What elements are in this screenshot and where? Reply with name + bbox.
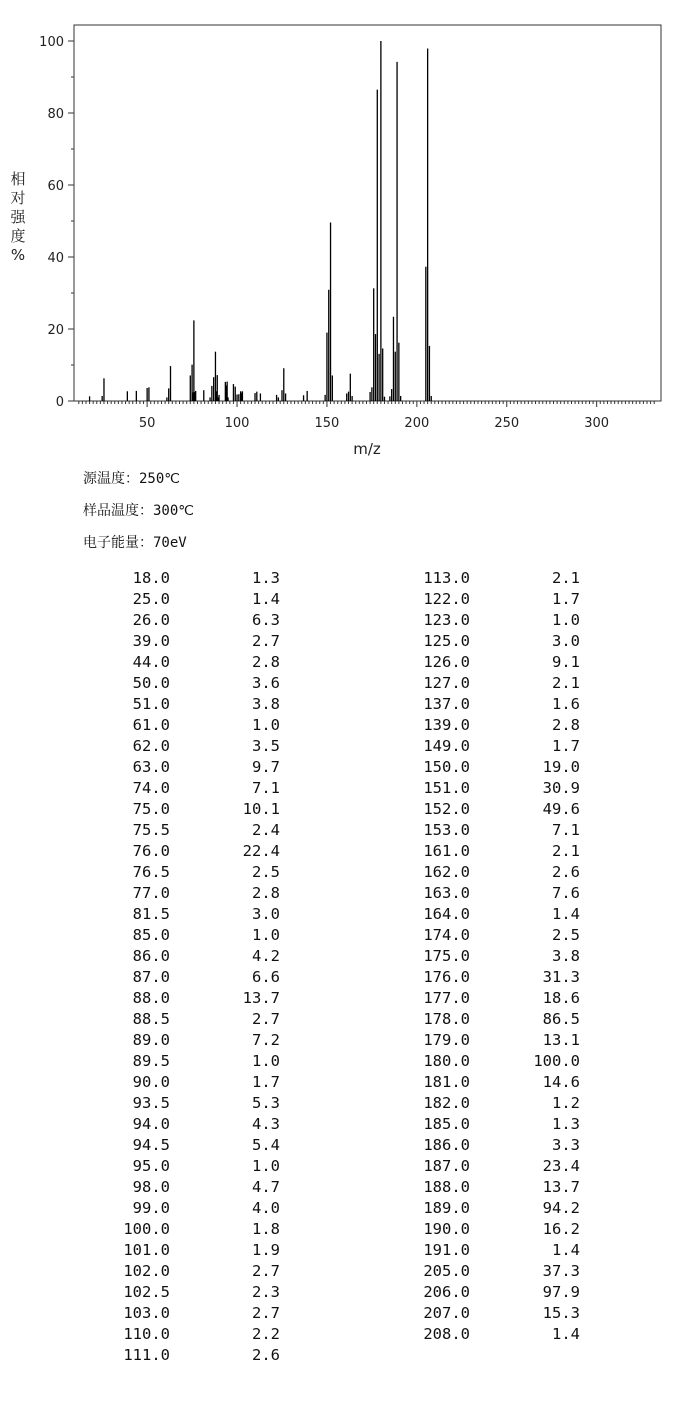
peak-row: [390, 862, 590, 883]
peak-abundance: 100.0: [533, 1052, 580, 1070]
peak-row: [390, 1156, 590, 1177]
peak-row: [90, 589, 290, 610]
x-axis-ticks: [79, 401, 654, 431]
peak-abundance: 2.7: [252, 1304, 280, 1322]
peak-abundance: 49.6: [542, 800, 580, 818]
peak-mz: 191.0: [423, 1241, 470, 1259]
y-axis-title-char: 对: [10, 189, 26, 207]
peak-row: [90, 883, 290, 904]
peak-mz: 176.0: [423, 968, 470, 986]
peak-row: [90, 841, 290, 862]
peak-row: [90, 610, 290, 631]
peak-mz: 61.0: [132, 716, 170, 734]
peak-row: [90, 757, 290, 778]
peak-mz: 94.5: [132, 1136, 170, 1154]
peak-row: [390, 715, 590, 736]
peak-abundance: 2.8: [252, 653, 280, 671]
peak-abundance: 15.3: [542, 1304, 580, 1322]
peak-abundance: 1.3: [552, 1115, 580, 1133]
peak-abundance: 2.2: [252, 1325, 280, 1343]
y-tick-label: 80: [47, 107, 64, 122]
peak-mz: 152.0: [423, 800, 470, 818]
peak-abundance: 94.2: [542, 1199, 580, 1217]
peak-row: [390, 778, 590, 799]
peak-mz: 111.0: [123, 1346, 170, 1364]
peak-mz: 95.0: [132, 1157, 170, 1175]
peak-abundance: 22.4: [242, 842, 280, 860]
peak-abundance: 1.7: [552, 590, 580, 608]
peak-row: [390, 799, 590, 820]
sample-temperature-label: 样品温度：: [83, 503, 153, 519]
peak-row: [90, 925, 290, 946]
peak-row: [390, 841, 590, 862]
peak-abundance: 9.7: [252, 758, 280, 776]
peak-row: [90, 694, 290, 715]
peak-row: [90, 715, 290, 736]
peak-abundance: 1.2: [552, 1094, 580, 1112]
peak-mz: 51.0: [132, 695, 170, 713]
peak-abundance: 31.3: [542, 968, 580, 986]
peak-mz: 207.0: [423, 1304, 470, 1322]
peak-mz: 25.0: [132, 590, 170, 608]
peak-row: [90, 778, 290, 799]
x-axis-title: m/z: [353, 440, 381, 458]
peak-mz: 44.0: [132, 653, 170, 671]
peak-abundance: 1.0: [252, 716, 280, 734]
peak-mz: 150.0: [423, 758, 470, 776]
peak-row: [90, 1282, 290, 1303]
electron-energy-value: 70eV: [153, 535, 187, 551]
peak-abundance: 7.6: [552, 884, 580, 902]
peak-abundance: 3.8: [552, 947, 580, 965]
spectrum-bars: [90, 41, 432, 401]
peak-abundance: 23.4: [542, 1157, 580, 1175]
peak-abundance: 6.6: [252, 968, 280, 986]
peak-row: [390, 1219, 590, 1240]
peak-row: [90, 1261, 290, 1282]
peak-mz: 190.0: [423, 1220, 470, 1238]
peak-mz: 85.0: [132, 926, 170, 944]
peak-row: [90, 1198, 290, 1219]
peak-row: [90, 1072, 290, 1093]
peak-row: [90, 1051, 290, 1072]
peak-mz: 182.0: [423, 1094, 470, 1112]
peak-mz: 126.0: [423, 653, 470, 671]
plot-frame: [74, 25, 661, 401]
peak-row: [90, 1114, 290, 1135]
peak-row: [90, 736, 290, 757]
peak-abundance: 6.3: [252, 611, 280, 629]
peak-row: [90, 631, 290, 652]
peak-abundance: 37.3: [542, 1262, 580, 1280]
peak-row: [390, 1324, 590, 1345]
peak-row: [390, 589, 590, 610]
peak-abundance: 13.1: [542, 1031, 580, 1049]
peak-mz: 139.0: [423, 716, 470, 734]
peak-table-right: [390, 568, 590, 1345]
peak-abundance: 2.6: [552, 863, 580, 881]
peak-row: [390, 988, 590, 1009]
peak-row: [90, 1219, 290, 1240]
peak-abundance: 3.0: [552, 632, 580, 650]
peak-abundance: 16.2: [542, 1220, 580, 1238]
peak-abundance: 5.4: [252, 1136, 280, 1154]
peak-row: [90, 988, 290, 1009]
peak-mz: 100.0: [123, 1220, 170, 1238]
peak-abundance: 2.3: [252, 1283, 280, 1301]
peak-mz: 39.0: [132, 632, 170, 650]
peak-row: [390, 1198, 590, 1219]
mass-spectrum-chart: [0, 0, 680, 462]
peak-row: [90, 862, 290, 883]
peak-mz: 90.0: [132, 1073, 170, 1091]
peak-abundance: 10.1: [242, 800, 280, 818]
peak-row: [390, 1114, 590, 1135]
peak-row: [90, 1156, 290, 1177]
peak-mz: 26.0: [132, 611, 170, 629]
peak-row: [390, 1051, 590, 1072]
peak-mz: 102.0: [123, 1262, 170, 1280]
peak-abundance: 1.6: [552, 695, 580, 713]
y-axis-ticks: [39, 35, 74, 410]
peak-abundance: 4.3: [252, 1115, 280, 1133]
peak-row: [90, 1135, 290, 1156]
peak-row: [390, 673, 590, 694]
peak-row: [390, 1282, 590, 1303]
peak-mz: 89.0: [132, 1031, 170, 1049]
peak-mz: 137.0: [423, 695, 470, 713]
source-temperature-value: 250℃: [139, 471, 181, 487]
peak-row: [90, 904, 290, 925]
peak-mz: 98.0: [132, 1178, 170, 1196]
peak-row: [90, 946, 290, 967]
peak-mz: 123.0: [423, 611, 470, 629]
peak-abundance: 2.8: [252, 884, 280, 902]
peak-row: [390, 1072, 590, 1093]
peak-abundance: 1.0: [252, 1157, 280, 1175]
peak-row: [390, 1240, 590, 1261]
peak-abundance: 13.7: [542, 1178, 580, 1196]
peak-row: [390, 1303, 590, 1324]
peak-abundance: 30.9: [542, 779, 580, 797]
peak-mz: 181.0: [423, 1073, 470, 1091]
peak-abundance: 2.1: [552, 842, 580, 860]
peak-abundance: 2.6: [252, 1346, 280, 1364]
peak-mz: 99.0: [132, 1199, 170, 1217]
peak-abundance: 13.7: [242, 989, 280, 1007]
peak-mz: 103.0: [123, 1304, 170, 1322]
peak-row: [390, 925, 590, 946]
peak-mz: 81.5: [132, 905, 170, 923]
y-axis-title-char: 相: [10, 170, 26, 188]
sample-temperature: [83, 500, 194, 520]
peak-mz: 94.0: [132, 1115, 170, 1133]
peak-abundance: 3.8: [252, 695, 280, 713]
peak-row: [390, 904, 590, 925]
peak-mz: 74.0: [132, 779, 170, 797]
peak-abundance: 2.7: [252, 632, 280, 650]
y-axis-title-char: 度: [10, 227, 26, 245]
electron-energy-label: 电子能量：: [83, 535, 153, 551]
peak-row: [390, 694, 590, 715]
peak-mz: 185.0: [423, 1115, 470, 1133]
peak-abundance: 1.4: [552, 1241, 580, 1259]
peak-row: [90, 1345, 290, 1366]
peak-mz: 50.0: [132, 674, 170, 692]
x-tick-label: 250: [494, 416, 520, 431]
peak-abundance: 4.2: [252, 947, 280, 965]
peak-abundance: 2.5: [252, 863, 280, 881]
peak-row: [90, 820, 290, 841]
peak-row: [90, 1177, 290, 1198]
peak-mz: 163.0: [423, 884, 470, 902]
peak-mz: 179.0: [423, 1031, 470, 1049]
peak-row: [90, 568, 290, 589]
source-temperature: [83, 468, 180, 488]
peak-row: [90, 652, 290, 673]
peak-abundance: 2.4: [252, 821, 280, 839]
peak-mz: 175.0: [423, 947, 470, 965]
peak-mz: 18.0: [132, 569, 170, 587]
peak-row: [390, 1177, 590, 1198]
peak-mz: 188.0: [423, 1178, 470, 1196]
peak-row: [390, 1009, 590, 1030]
peak-abundance: 97.9: [542, 1283, 580, 1301]
peak-mz: 153.0: [423, 821, 470, 839]
y-tick-label: 100: [39, 35, 64, 50]
peak-mz: 162.0: [423, 863, 470, 881]
peak-row: [90, 1093, 290, 1114]
peak-abundance: 14.6: [542, 1073, 580, 1091]
peak-row: [390, 568, 590, 589]
peak-mz: 178.0: [423, 1010, 470, 1028]
peak-mz: 187.0: [423, 1157, 470, 1175]
y-axis-title-char: 强: [10, 208, 26, 226]
peak-mz: 102.5: [123, 1283, 170, 1301]
peak-abundance: 86.5: [542, 1010, 580, 1028]
peak-abundance: 3.3: [552, 1136, 580, 1154]
peak-abundance: 4.7: [252, 1178, 280, 1196]
y-tick-label: 40: [47, 251, 64, 266]
peak-mz: 93.5: [132, 1094, 170, 1112]
peak-row: [90, 1240, 290, 1261]
peak-row: [390, 1030, 590, 1051]
peak-mz: 151.0: [423, 779, 470, 797]
peak-mz: 113.0: [423, 569, 470, 587]
peak-row: [390, 967, 590, 988]
y-tick-label: 20: [47, 323, 64, 338]
peak-mz: 189.0: [423, 1199, 470, 1217]
x-tick-label: 150: [314, 416, 340, 431]
peak-row: [390, 820, 590, 841]
peak-abundance: 4.0: [252, 1199, 280, 1217]
peak-abundance: 1.0: [252, 1052, 280, 1070]
peak-table-left: [90, 568, 290, 1366]
peak-row: [90, 673, 290, 694]
peak-abundance: 1.0: [552, 611, 580, 629]
peak-row: [90, 1009, 290, 1030]
peak-mz: 174.0: [423, 926, 470, 944]
peak-mz: 161.0: [423, 842, 470, 860]
peak-row: [90, 1303, 290, 1324]
y-tick-label: 60: [47, 179, 64, 194]
peak-abundance: 1.4: [552, 905, 580, 923]
peak-abundance: 5.3: [252, 1094, 280, 1112]
peak-mz: 76.0: [132, 842, 170, 860]
x-tick-label: 200: [404, 416, 430, 431]
peak-abundance: 9.1: [552, 653, 580, 671]
peak-abundance: 1.0: [252, 926, 280, 944]
peak-mz: 122.0: [423, 590, 470, 608]
peak-abundance: 2.7: [252, 1262, 280, 1280]
peak-abundance: 1.7: [252, 1073, 280, 1091]
peak-mz: 164.0: [423, 905, 470, 923]
peak-abundance: 2.5: [552, 926, 580, 944]
peak-abundance: 2.1: [552, 569, 580, 587]
peak-row: [390, 883, 590, 904]
peak-mz: 125.0: [423, 632, 470, 650]
peak-row: [90, 799, 290, 820]
peak-abundance: 1.7: [552, 737, 580, 755]
peak-mz: 87.0: [132, 968, 170, 986]
x-tick-label: 300: [584, 416, 610, 431]
peak-mz: 101.0: [123, 1241, 170, 1259]
peak-mz: 75.5: [132, 821, 170, 839]
peak-mz: 76.5: [132, 863, 170, 881]
peak-mz: 186.0: [423, 1136, 470, 1154]
peak-abundance: 1.4: [252, 590, 280, 608]
y-axis-title: [8, 170, 28, 265]
peak-abundance: 2.8: [552, 716, 580, 734]
peak-mz: 110.0: [123, 1325, 170, 1343]
peak-abundance: 1.4: [552, 1325, 580, 1343]
peak-mz: 177.0: [423, 989, 470, 1007]
peak-row: [90, 1324, 290, 1345]
x-tick-label: 50: [138, 416, 156, 431]
peak-abundance: 7.2: [252, 1031, 280, 1049]
peak-abundance: 1.8: [252, 1220, 280, 1238]
peak-row: [390, 757, 590, 778]
peak-mz: 77.0: [132, 884, 170, 902]
peak-row: [390, 946, 590, 967]
peak-row: [90, 1030, 290, 1051]
peak-mz: 88.0: [132, 989, 170, 1007]
peak-abundance: 2.7: [252, 1010, 280, 1028]
peak-abundance: 3.0: [252, 905, 280, 923]
peak-mz: 63.0: [132, 758, 170, 776]
peak-row: [390, 1135, 590, 1156]
peak-mz: 127.0: [423, 674, 470, 692]
peak-mz: 88.5: [132, 1010, 170, 1028]
electron-energy: [83, 532, 187, 552]
peak-abundance: 7.1: [552, 821, 580, 839]
y-tick-label: 0: [55, 395, 64, 410]
peak-row: [390, 610, 590, 631]
peak-mz: 206.0: [423, 1283, 470, 1301]
peak-row: [390, 1093, 590, 1114]
peak-abundance: 1.3: [252, 569, 280, 587]
source-temperature-label: 源温度：: [83, 471, 139, 487]
peak-mz: 208.0: [423, 1325, 470, 1343]
peak-abundance: 1.9: [252, 1241, 280, 1259]
peak-abundance: 3.6: [252, 674, 280, 692]
peak-mz: 205.0: [423, 1262, 470, 1280]
peak-row: [390, 1261, 590, 1282]
peak-row: [390, 631, 590, 652]
peak-row: [90, 967, 290, 988]
peak-row: [390, 736, 590, 757]
peak-mz: 180.0: [423, 1052, 470, 1070]
peak-mz: 89.5: [132, 1052, 170, 1070]
peak-mz: 75.0: [132, 800, 170, 818]
sample-temperature-value: 300℃: [153, 503, 195, 519]
peak-abundance: 19.0: [542, 758, 580, 776]
peak-row: [390, 652, 590, 673]
peak-abundance: 18.6: [542, 989, 580, 1007]
peak-mz: 86.0: [132, 947, 170, 965]
peak-abundance: 3.5: [252, 737, 280, 755]
peak-abundance: 2.1: [552, 674, 580, 692]
peak-abundance: 7.1: [252, 779, 280, 797]
peak-mz: 62.0: [132, 737, 170, 755]
y-axis-title-char: %: [10, 246, 26, 264]
x-tick-label: 100: [224, 416, 250, 431]
peak-mz: 149.0: [423, 737, 470, 755]
